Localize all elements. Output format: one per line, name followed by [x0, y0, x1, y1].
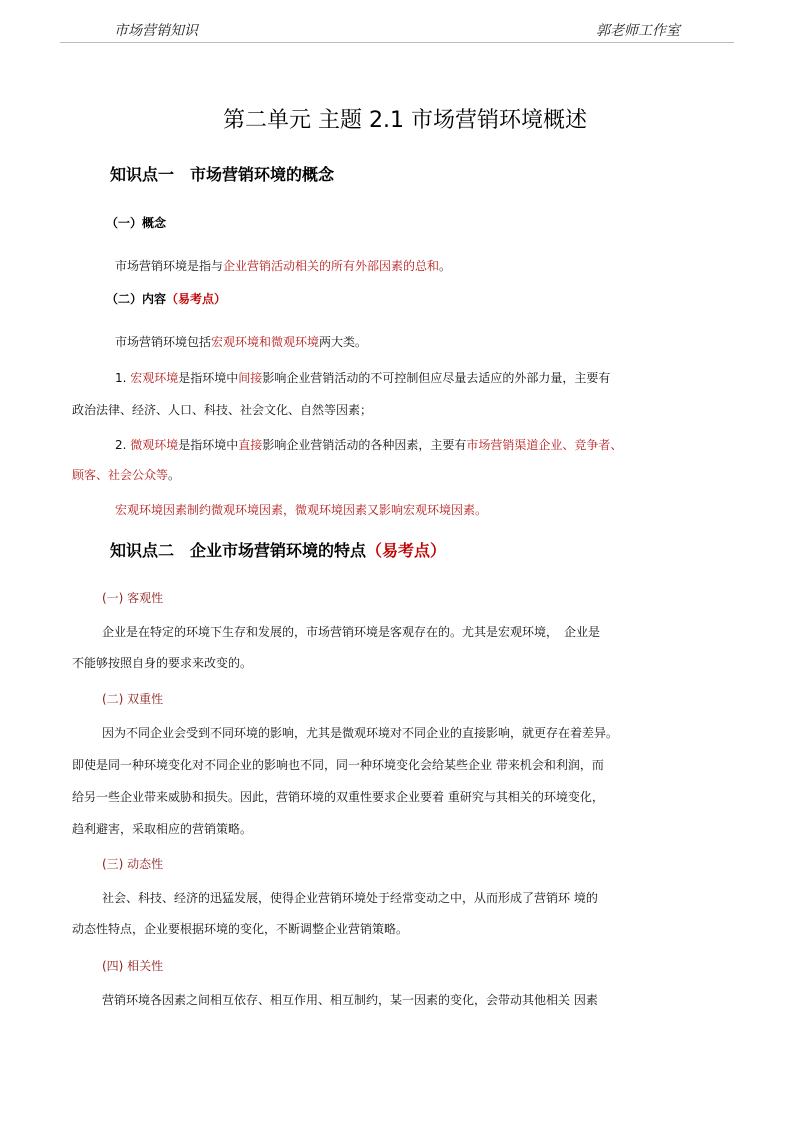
- header-left: 市场营销知识: [114, 23, 198, 39]
- kp2-tag: （易考点）: [366, 541, 447, 560]
- s2-label: (二) 双重性: [102, 692, 164, 706]
- item2-line2-highlight: 顾客、社会公众等: [72, 468, 169, 482]
- item2-number: 2.: [115, 438, 131, 452]
- relation-text: 宏观环境因素制约微观环境因素，微观环境因素又影响宏观环境因素。: [115, 503, 488, 517]
- item2-text-a: 是指环境中: [178, 438, 239, 452]
- content-intro-end: 两大类。: [319, 335, 368, 349]
- header-divider: [60, 42, 734, 43]
- content-intro-highlight: 宏观环境和微观环境: [211, 335, 320, 349]
- concept-text-end: 。: [439, 259, 452, 273]
- s3-line1: 社会、科技、经济的迅猛发展，使得企业营销环境处于经常变动之中，从而形成了营销环 境的: [102, 891, 598, 905]
- s2-line3: 给另一些企业带来威胁和损失。因此，营销环境的双重性要求企业要着 重研究与其相关的环境变化，: [72, 790, 604, 804]
- s4-line1: 营销环境各因素之间相互依存、相互作用、相互制约，某一因素的变化，会带动其他相关 因素: [102, 993, 598, 1007]
- item2-text-b: 影响企业营销活动的各种因素，主要有: [262, 438, 467, 452]
- s3-line2: 动态性特点，企业要根据环境的变化，不断调整企业营销策略。: [72, 922, 409, 936]
- item1-line1: [115, 370, 610, 386]
- item2-highlight: 市场营销渠道企业、竞争者、: [466, 438, 623, 452]
- kp2-heading-text: 知识点二 企业市场营销环境的特点: [110, 541, 367, 560]
- s1-label: (一) 客观性: [102, 591, 164, 605]
- concept-label: （一）概念: [106, 216, 167, 230]
- s2-line2: 即使是同一种环境变化对不同企业的影响也不同，同一种环境变化会给某些企业 带来机会和利润，而: [72, 758, 604, 772]
- item1-text-b: 影响企业营销活动的不可控制但应尽量去适应的外部力量，主要有: [262, 371, 611, 385]
- item1-line2: 政治法律、经济、人口、科技、社会文化、自然等因素；: [72, 403, 373, 417]
- kp2-heading: [110, 538, 446, 561]
- concept-text-a: 市场营销环境是指与: [115, 259, 224, 273]
- s2-line4: 趋利避害，采取相应的营销策略。: [72, 822, 253, 836]
- s4-label: (四) 相关性: [102, 959, 164, 973]
- item2-line2-end: 。: [168, 468, 181, 482]
- content-label-text: （二）内容: [106, 292, 167, 306]
- item2-line1: [115, 437, 622, 453]
- item1-term: 宏观环境: [130, 371, 179, 385]
- s2-line1: 因为不同企业会受到不同环境的影响，尤其是微观环境对不同企业的直接影响，就更存在着差异。: [102, 726, 619, 740]
- item2-keyword: 直接: [238, 438, 263, 452]
- s3-label: (三) 动态性: [102, 857, 164, 871]
- concept-text: [115, 258, 451, 274]
- item2-line2: [72, 467, 180, 483]
- s1-line1: 企业是在特定的环境下生存和发展的，市场营销环境是客观存在的。尤其是宏观环境， 企业是: [102, 625, 601, 639]
- item1-keyword: 间接: [238, 371, 263, 385]
- item2-term: 微观环境: [130, 438, 179, 452]
- header-right: 郭老师工作室: [596, 23, 680, 39]
- item1-number: 1.: [115, 371, 131, 385]
- concept-text-highlight: 企业营销活动相关的所有外部因素的总和: [223, 259, 440, 273]
- s1-line2: 不能够按照自身的要求来改变的。: [72, 656, 253, 670]
- content-tag: （易考点）: [166, 292, 227, 306]
- content-intro-a: 市场营销环境包括: [115, 335, 212, 349]
- page-title: 第二单元 主题 2.1 市场营销环境概述: [223, 108, 587, 133]
- content-label: [106, 290, 226, 307]
- content-intro: [115, 334, 367, 350]
- kp1-heading: 知识点一 市场营销环境的概念: [110, 165, 335, 184]
- item1-text-a: 是指环境中: [178, 371, 239, 385]
